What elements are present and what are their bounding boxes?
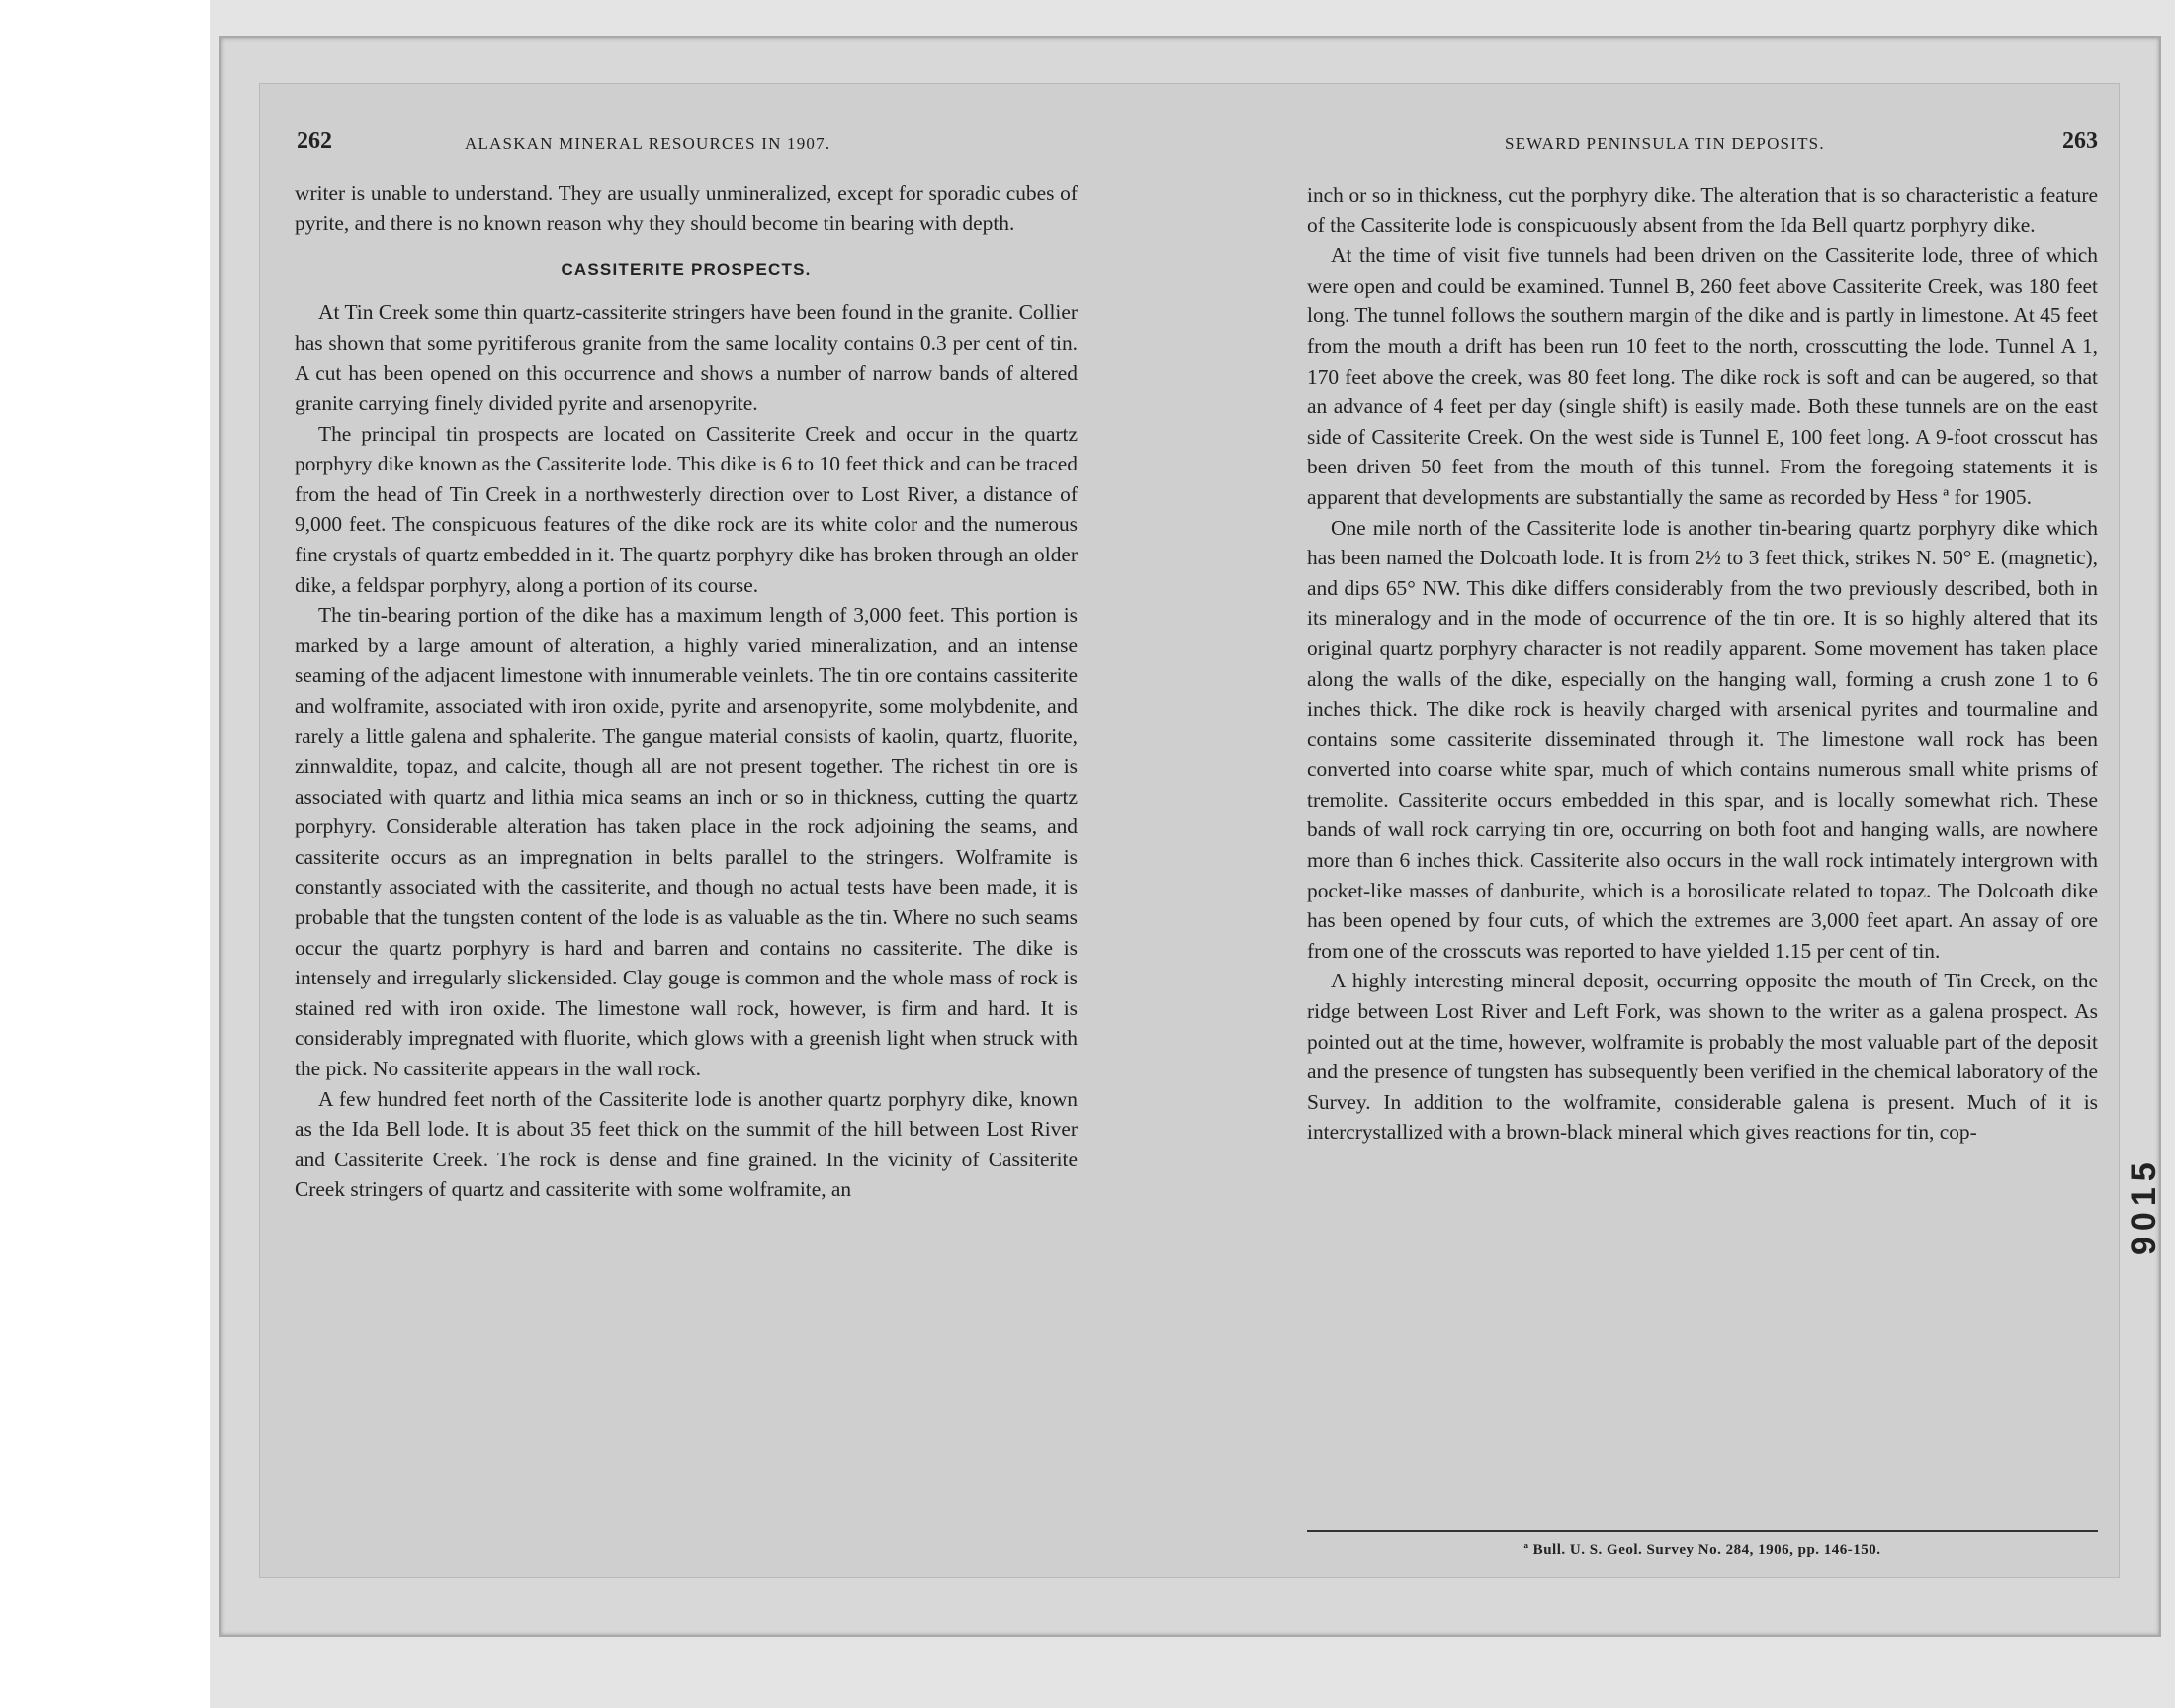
footnote: ª Bull. U. S. Geol. Survey No. 284, 1906, pp. 146-150. <box>1523 1542 1881 1558</box>
right-intro-paragraph: inch or so in thickness, cut the porphyry dike. The alteration that is so characteristic a feature of the Cassiterite lode is conspicuously absent from the Ida Bell quartz porphyry dike. <box>1307 183 2098 237</box>
left-intro-paragraph: writer is unable to understand. They are usually unmineralized, except for sporadic cubes of pyrite, and there is no known reason why they should become tin bearing with depth. <box>295 181 1078 235</box>
right-page-number: 263 <box>2062 128 2098 154</box>
left-running-title: ALASKAN MINERAL RESOURCES IN 1907. <box>465 134 831 153</box>
left-page-body <box>295 178 1078 1205</box>
right-page-body <box>1307 180 2098 1148</box>
footnote-rule <box>1307 1530 2098 1532</box>
left-page-number: 262 <box>297 128 332 154</box>
left-page <box>295 121 1078 1544</box>
left-paragraph: A few hundred feet north of the Cassiterite lode is another quartz porphyry dike, known as the Ida Bell lode. It is about 35 feet thick on the summit of the hill between Lost River and Cassiterite Creek. The rock is dense and fine grained. In the vicinity of Cassiterite Creek stringers of quartz and cassiterite with some wolframite, an <box>295 1086 1078 1202</box>
left-paragraph: The principal tin prospects are located on Cassiterite Creek and occur in the quartz porphyry dike known as the Cassiterite lode. This dike is 6 to 10 feet thick and can be traced from the head of Tin Creek in a northwesterly direction over to Lost River, a distance of 9,000 feet. The conspicuous features of the dike rock are its white color and the numerous fine crystals of quartz embedded in it. The quartz porphyry dike has broken through an older dike, a feldspar porphyry, along a portion of its course. <box>295 421 1078 597</box>
right-paragraph: At the time of visit five tunnels had been driven on the Cassiterite lode, three of which were open and could be examined. Tunnel B, 260 feet above Cassiterite Creek, was 180 feet long. The tunnel follows the southern margin of the dike and is partly in limestone. At 45 feet from the mouth a drift has been run 10 feet to the north, crosscutting the lode. Tunnel A 1, 170 feet above the creek, was 80 feet long. The dike rock is soft and can be augered, so that an advance of 4 feet per day (single shift) is easily made. Both these tunnels are on the east side of Cassiterite Creek. On the west side is Tunnel E, 100 feet long. A 9-foot crosscut has been driven 50 feet from the mouth of this tunnel. From the foregoing statements it is apparent that developments are substantially the same as recorded by Hess ª for 1905. <box>1307 243 2098 509</box>
margin-stamp: 9015 <box>2126 1156 2163 1255</box>
right-page <box>1307 121 2098 1544</box>
left-paragraph: At Tin Creek some thin quartz-cassiterite stringers have been found in the granite. Collier has shown that some pyritiferous granite from the same locality contains 0.3 per cent of tin. A cut has been opened on this occurrence and shows a number of narrow bands of altered granite carrying finely divided pyrite and arsenopyrite. <box>295 300 1078 415</box>
section-heading: CASSITERITE PROSPECTS. <box>561 260 812 280</box>
right-running-title: SEWARD PENINSULA TIN DEPOSITS. <box>1505 134 1825 153</box>
right-paragraph: One mile north of the Cassiterite lode is another tin-bearing quartz porphyry dike which has been named the Dolcoath lode. It is from 2½ to 3 feet thick, strikes N. 50° E. (magnetic), and dips 65° NW. This dike differs considerably from the two previously described, both in its mineralogy and in the mode of occurrence of the tin ore. It is so highly altered that its original quartz porphyry character is not readily apparent. Some movement has taken place along the walls of the dike, especially on the hanging wall, forming a crush zone 1 to 6 inches thick. The dike rock is heavily charged with arsenical pyrites and tourmaline and contains some cassiterite disseminated through it. The limestone wall rock has been converted into coarse white spar, much of which contains numerous small white prisms of tremolite. Cassiterite occurs embedded in this spar, and is locally somewhat rich. These bands of wall rock carrying tin ore, occurring on both foot and hanging walls, are nowhere more than 6 inches thick. Cassiterite also occurs in the wall rock intimately intergrown with pocket-like masses of danburite, which is a borosilicate related to topaz. The Dolcoath dike has been opened by four cuts, of which the extremes are 3,000 feet apart. An assay of ore from one of the crosscuts was reported to have yielded 1.15 per cent of tin. <box>1307 515 2098 963</box>
right-paragraph: A highly interesting mineral deposit, occurring opposite the mouth of Tin Creek, on the ridge between Lost River and Left Fork, was shown to the writer as a galena prospect. As pointed out at the time, however, wolframite is probably the most valuable part of the deposit and the presence of tungsten has subsequently been verified in the chemical laboratory of the Survey. In addition to the wolframite, considerable galena is present. Much of it is intercrystallized with a brown-black mineral which gives reactions for tin, cop- <box>1307 969 2098 1145</box>
left-paragraph: The tin-bearing portion of the dike has a maximum length of 3,000 feet. This portion is marked by a large amount of alteration, a highly varied mineralization, and an intense seaming of the adjacent limestone with innumerable veinlets. The tin ore contains cassiterite and wolframite, associated with iron oxide, pyrite and arsenopyrite, some molybdenite, and rarely a little galena and sphalerite. The gangue material consists of kaolin, quartz, fluorite, zinnwaldite, topaz, and calcite, though all are not present together. The richest tin ore is associated with quartz and lithia mica seams an inch or so in thickness, cutting the quartz porphyry. Considerable alteration has taken place in the rock adjoining the seams, and cassiterite occurs as an impregnation in belts parallel to the stringers. Wolframite is constantly associated with the cassiterite, and though no actual tests have been made, it is probable that the tungsten content of the lode is as valuable as the tin. Where no such seams occur the quartz porphyry is hard and barren and contains no cassiterite. The dike is intensely and irregularly slickensided. Clay gouge is common and the whole mass of rock is stained red with iron oxide. The limestone wall rock, however, is firm and hard. It is considerably impregnated with fluorite, which glows with a greenish light when struck with the pick. No cassiterite appears in the wall rock. <box>295 603 1078 1081</box>
